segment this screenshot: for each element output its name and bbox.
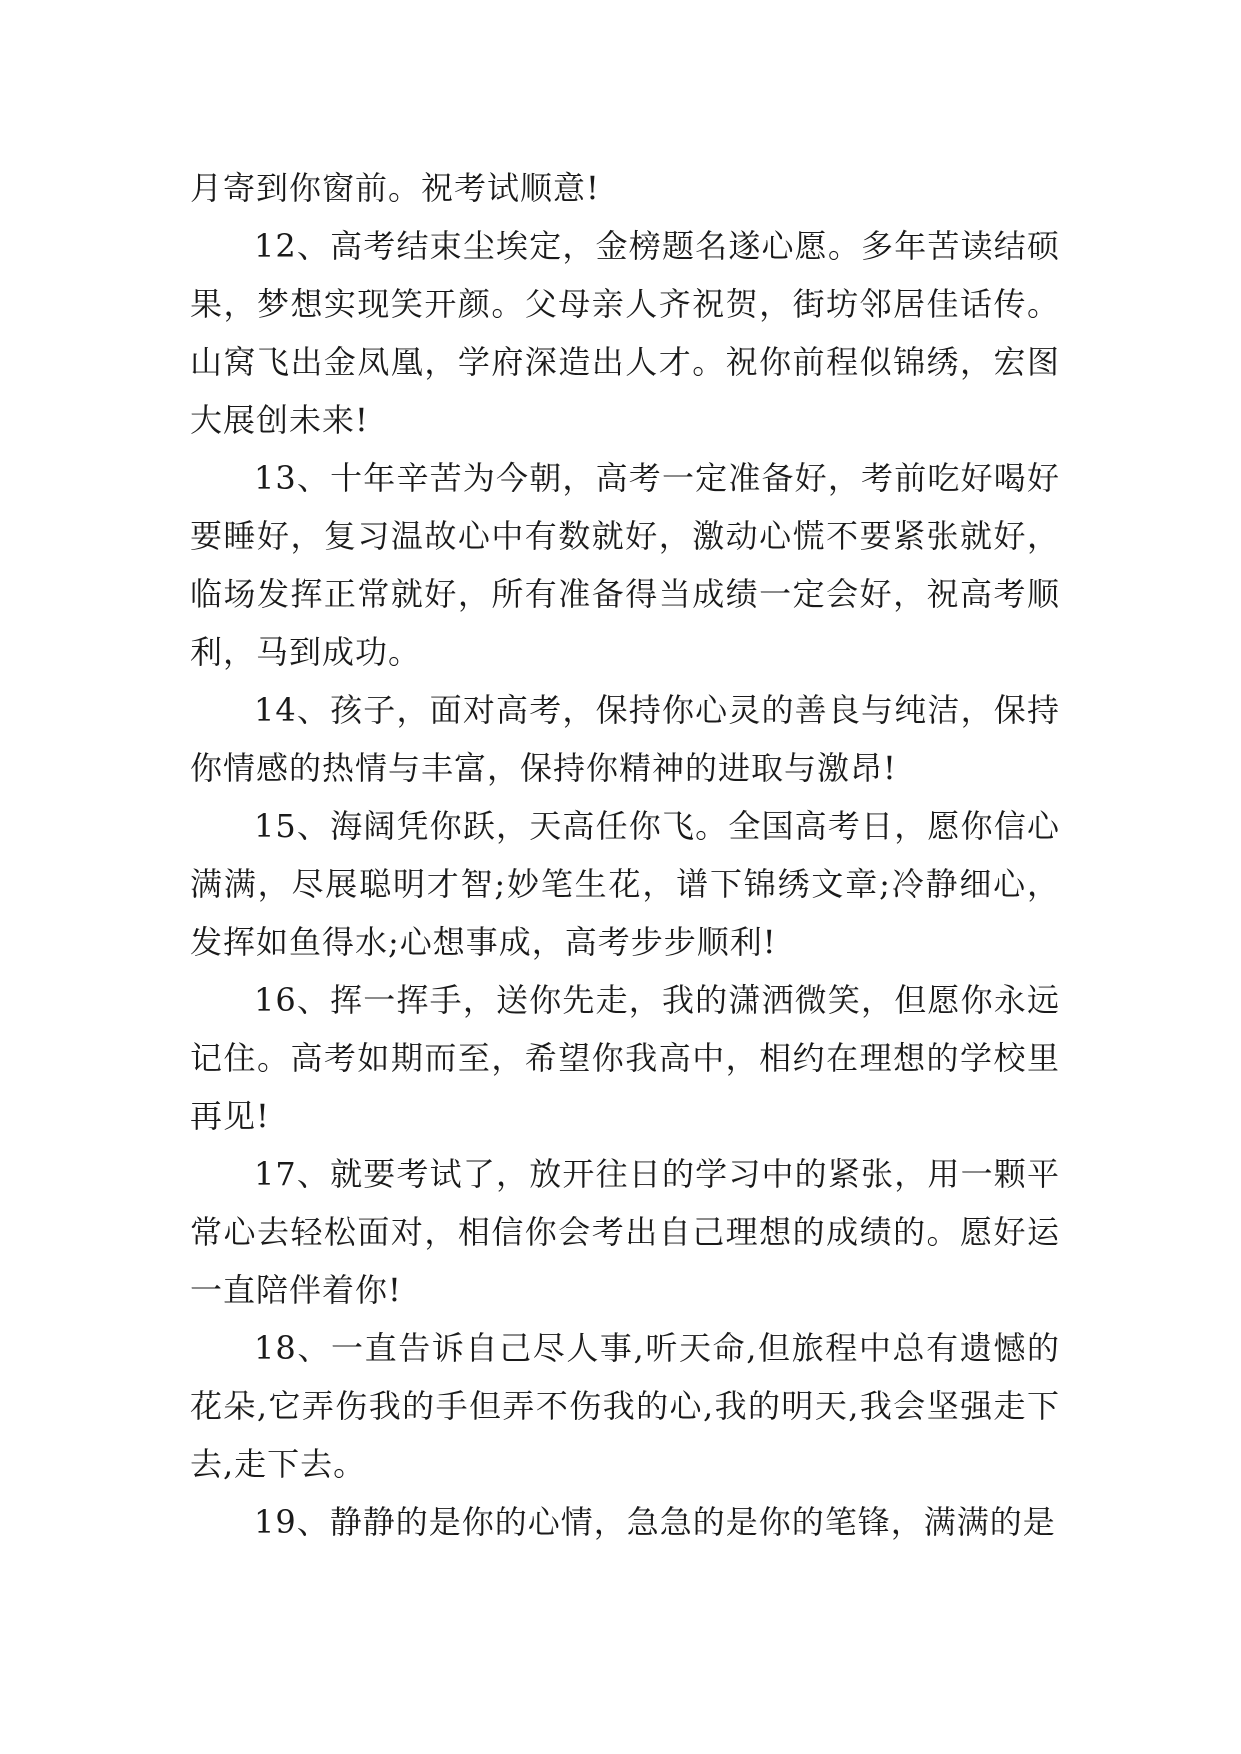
- body-text: [190, 159, 1060, 1551]
- paragraph: 15、海阔凭你跃，天高任你飞。全国高考日，愿你信心满满，尽展聪明才智;妙笔生花，谱下锦绣文章;冷静细心，发挥如鱼得水;心想事成，高考步步顺利!: [190, 807, 1060, 961]
- paragraph: 月寄到你窗前。祝考试顺意!: [190, 169, 600, 207]
- paragraph: 17、就要考试了，放开往日的学习中的紧张，用一颗平常心去轻松面对，相信你会考出自己理想的成绩的。愿好运一直陪伴着你!: [190, 1155, 1060, 1309]
- paragraph: 12、高考结束尘埃定，金榜题名遂心愿。多年苦读结硕果，梦想实现笑开颜。父母亲人齐祝贺，街坊邻居佳话传。山窝飞出金凤凰，学府深造出人才。祝你前程似锦绣，宏图大展创未来!: [190, 227, 1060, 439]
- paragraph: 19、静静的是你的心情，急急的是你的笔锋，满满的是: [254, 1503, 1056, 1541]
- paragraph: 18、一直告诉自己尽人事,听天命,但旅程中总有遗憾的花朵,它弄伤我的手但弄不伤我的心,我的明天,我会坚强走下去,走下去。: [190, 1329, 1060, 1483]
- paragraph: 16、挥一挥手，送你先走，我的潇洒微笑，但愿你永远记住。高考如期而至，希望你我高中，相约在理想的学校里再见!: [190, 981, 1060, 1135]
- paragraph: 14、孩子，面对高考，保持你心灵的善良与纯洁，保持你情感的热情与丰富，保持你精神的进取与激昂!: [190, 691, 1060, 787]
- paragraph: 13、十年辛苦为今朝，高考一定准备好，考前吃好喝好要睡好，复习温故心中有数就好，激动心慌不要紧张就好，临场发挥正常就好，所有准备得当成绩一定会好，祝高考顺利，马到成功。: [190, 459, 1060, 671]
